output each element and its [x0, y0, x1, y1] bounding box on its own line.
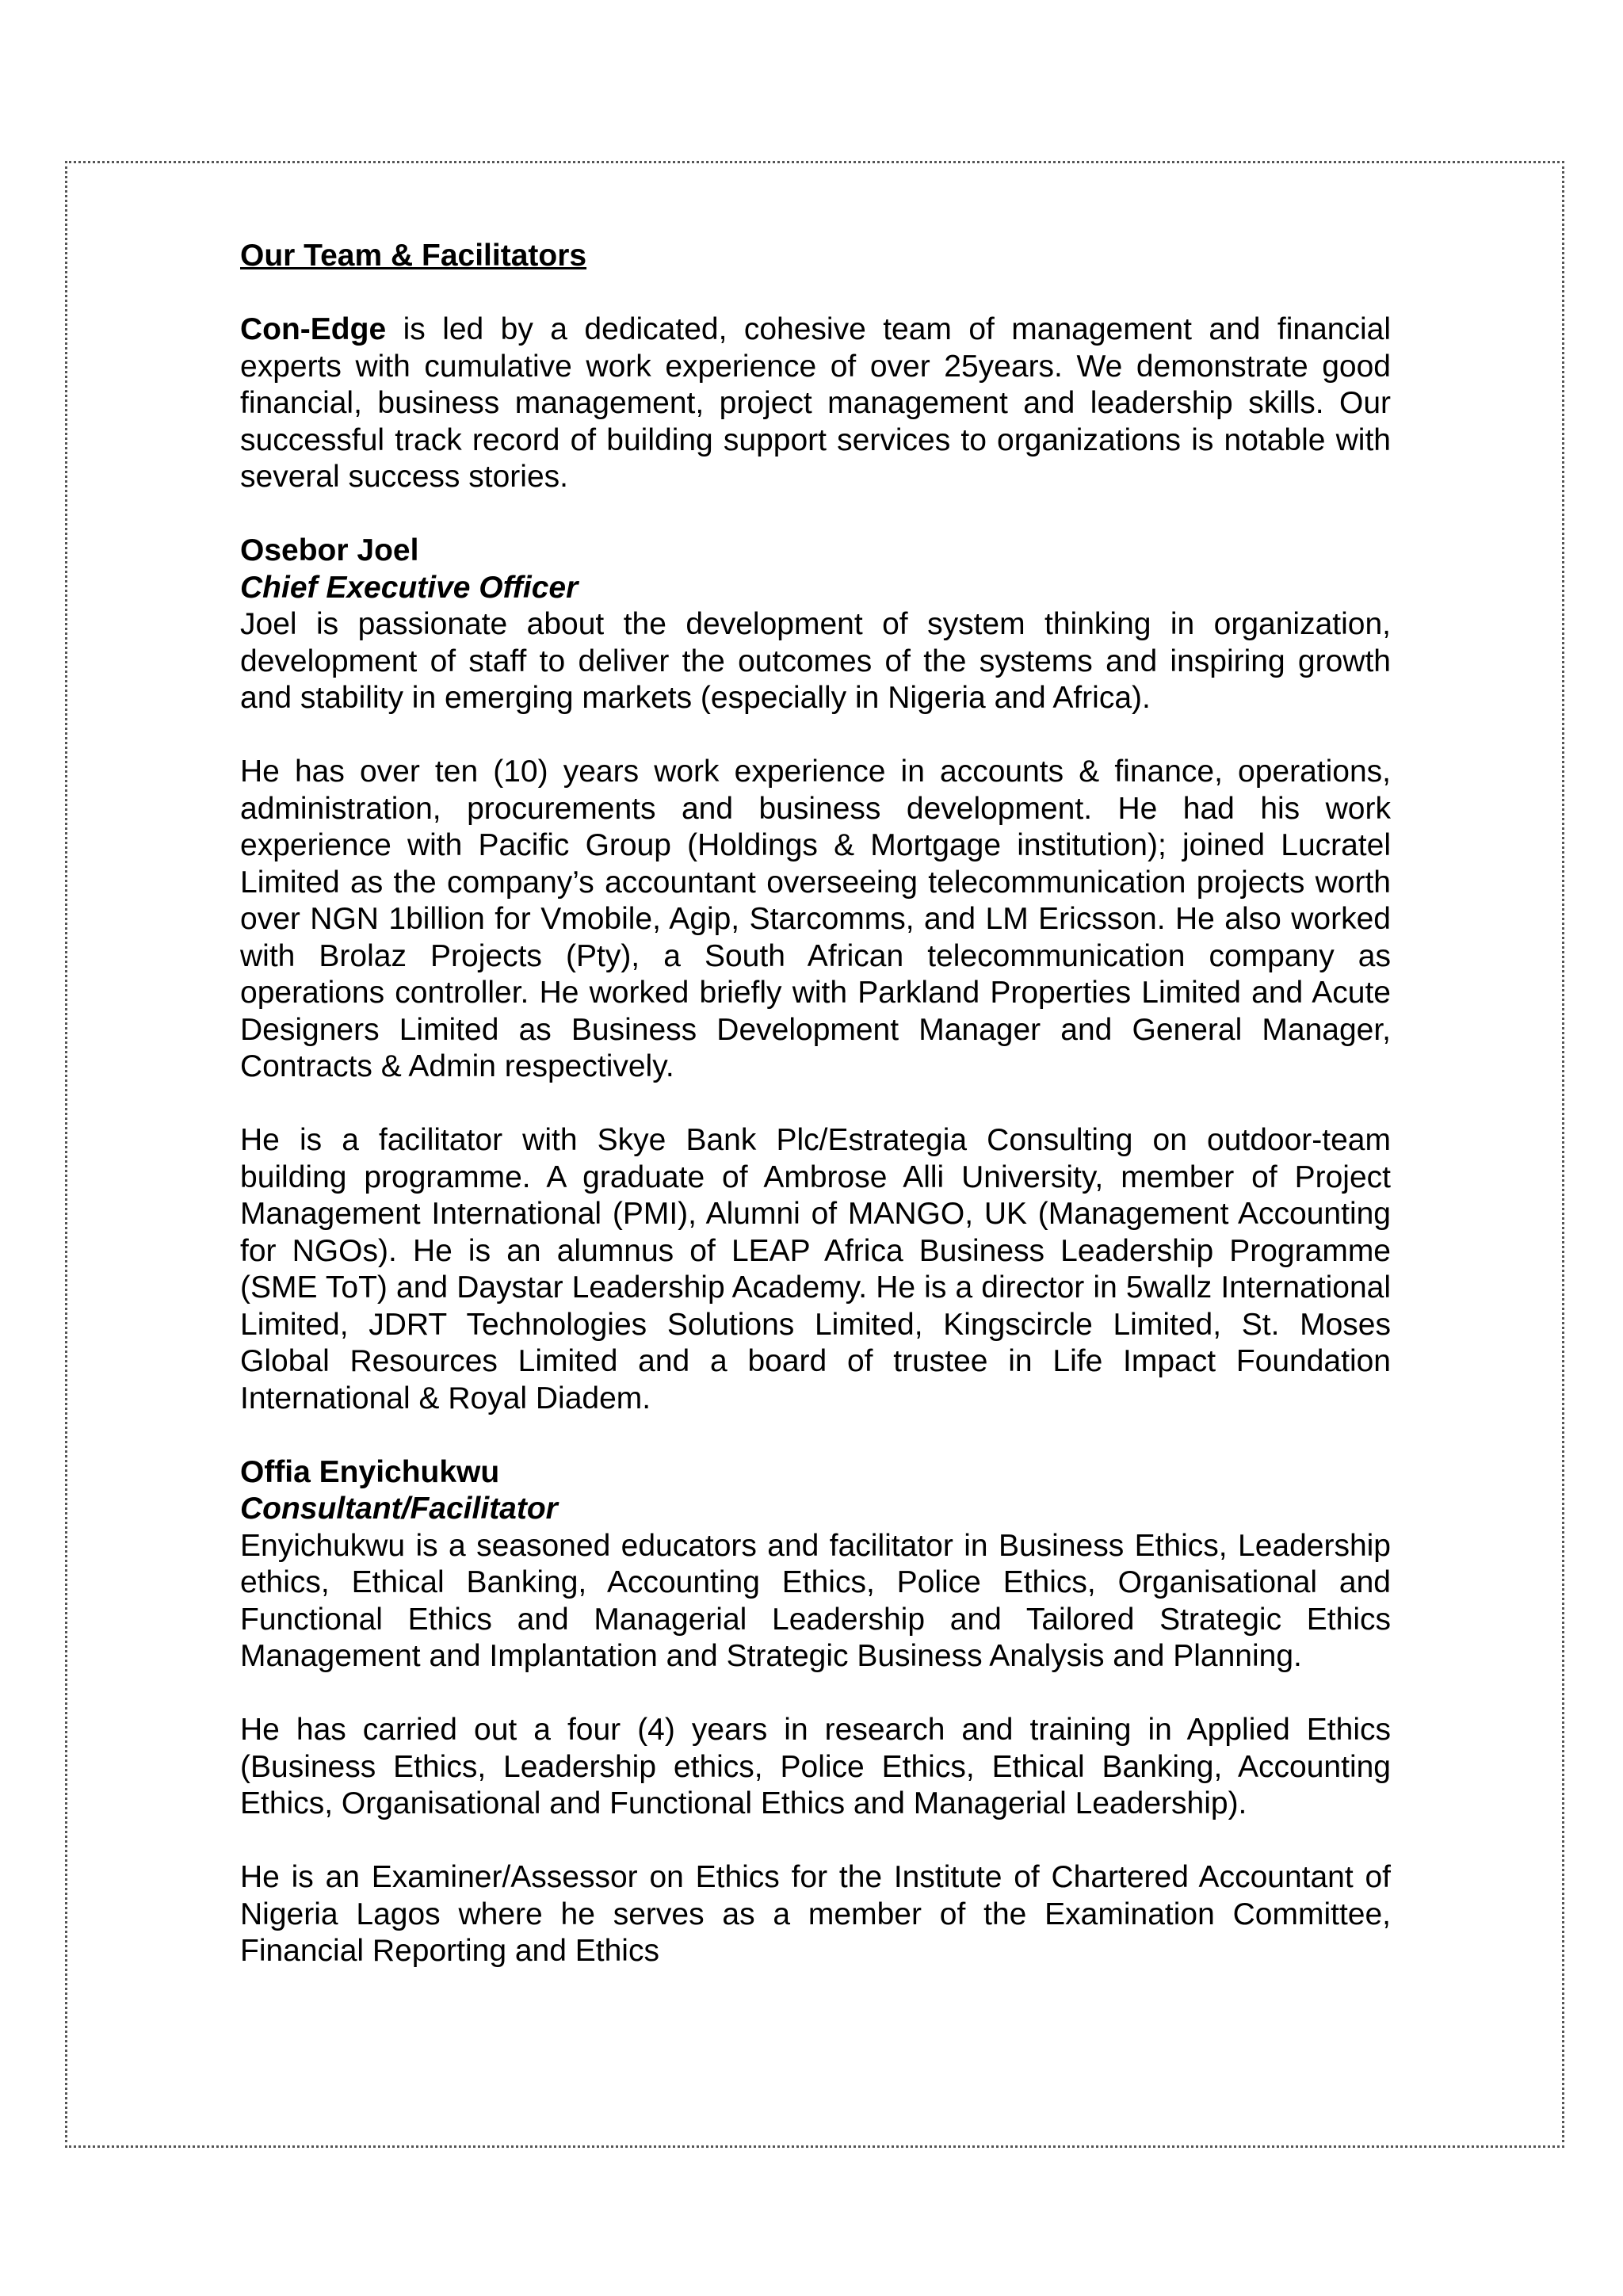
person-role: Consultant/Facilitator	[240, 1492, 558, 1526]
person-role: Chief Executive Officer	[240, 570, 579, 605]
person-profile-1	[240, 533, 1391, 1417]
document-body	[240, 238, 1391, 1970]
bio-paragraph: He has over ten (10) years work experience in accounts & finance, operations, administration, procurements and business development. He had his work experience with Pacific Group (Holdings & Mortgage institution); joined Lucratel Limited as the company’s accountant overseeing telecommunication projects worth over NGN 1billion for Vmobile, Agip, Starcomms, and LM Ericsson. He also worked with Brolaz Projects (Pty), a South African telecommunication company as operations controller. He worked briefly with Parkland Properties Limited and Acute Designers Limited as Business Development Manager and General Manager, Contracts & Admin respectively.	[240, 755, 1391, 1083]
section-heading: Our Team & Facilitators	[240, 239, 587, 273]
person-name: Osebor Joel	[240, 533, 419, 567]
bio-paragraph: Joel is passionate about the development of system thinking in organization, development of staff to deliver the outcomes of the systems and inspiring growth and stability in emerging markets (especially in Nigeria and Africa).	[240, 607, 1391, 715]
intro-paragraph	[240, 311, 1391, 496]
bio-paragraph: Enyichukwu is a seasoned educators and facilitator in Business Ethics, Leadership ethics, Ethical Banking, Accounting Ethics, Police Ethics, Organisational and Functional Ethics and Managerial Leadership and Tailored Strategic Ethics Management and Implantation and Strategic Business Analysis and Planning.	[240, 1528, 1391, 1673]
bio-paragraph: He is a facilitator with Skye Bank Plc/Estrategia Consulting on outdoor-team building programme. A graduate of Ambrose Alli University, member of Project Management International (PMI), Alumni of MANGO, UK (Management Accounting for NGOs). He is an alumnus of LEAP Africa Business Leadership Programme (SME ToT) and Daystar Leadership Academy. He is a director in 5wallz International Limited, JDRT Technologies Solutions Limited, Kingscircle Limited, St. Moses Global Resources Limited and a board of trustee in Life Impact Foundation International & Royal Diadem.	[240, 1123, 1391, 1415]
person-profile-2	[240, 1454, 1391, 1970]
company-name: Con-Edge	[240, 312, 387, 346]
person-name: Offia Enyichukwu	[240, 1454, 500, 1489]
intro-text: is led by a dedicated, cohesive team of management and financial experts with cumulative work experience of over 25years. We demonstrate good financial, business management, project management and leadership skills. Our successful track record of building support services to organizations is notable with several success stories.	[240, 312, 1391, 494]
bio-paragraph: He has carried out a four (4) years in research and training in Applied Ethics (Business Ethics, Leadership ethics, Police Ethics, Ethical Banking, Accounting Ethics, Organisational and Functional Ethics and Managerial Leadership).	[240, 1713, 1391, 1820]
bio-paragraph: He is an Examiner/Assessor on Ethics for the Institute of Chartered Accountant of Nigeria Lagos where he serves as a member of the Examination Committee, Financial Reporting and Ethics	[240, 1860, 1391, 1968]
